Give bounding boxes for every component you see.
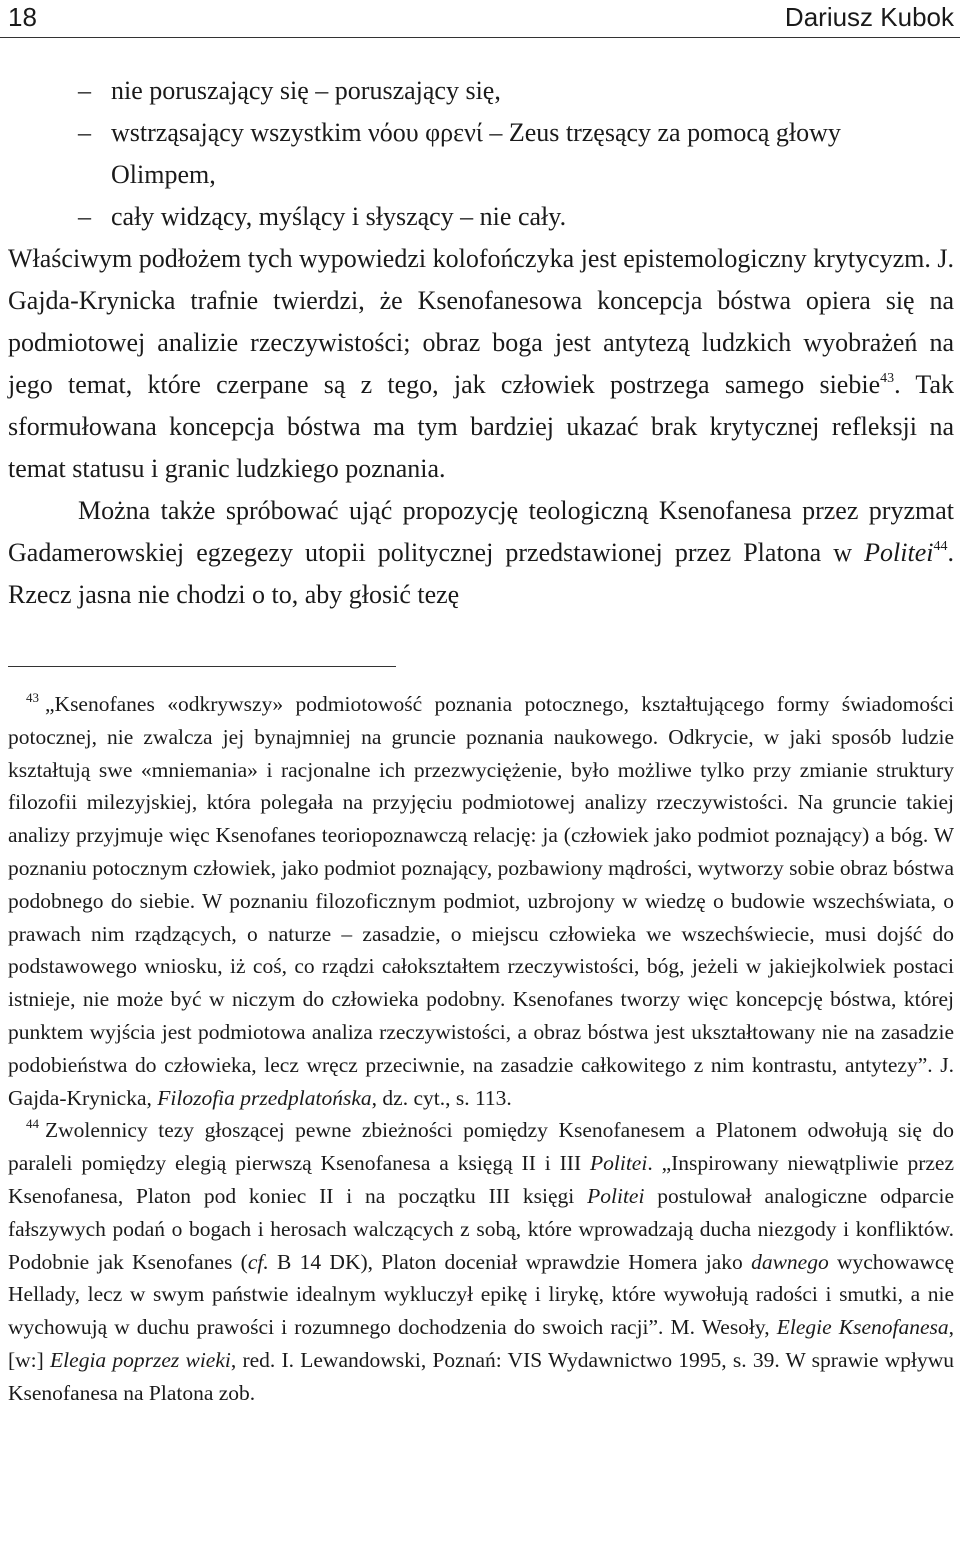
footnote-text: Zwolennicy tezy głoszącej pewne zbieżności pomiędzy Ksenofanesem a Platonem odwołują się do paraleli pomiędzy elegią pierwszą Ksenofanesa a księgą II i III <box>8 1118 954 1176</box>
footnote-number: 43 <box>26 690 39 705</box>
footnote-text: , [w:] <box>8 1315 954 1372</box>
footnote-ref-44[interactable]: 44 <box>933 539 948 554</box>
italic-title: Filozofia przedplatońska <box>157 1085 372 1110</box>
list-dash: – <box>78 118 91 147</box>
paragraph-gadamer <box>8 490 954 616</box>
list-item-text: cały widzący, myślący i słyszący – nie cały. <box>111 202 567 231</box>
main-text <box>8 70 954 616</box>
header-rule <box>0 37 960 38</box>
paragraph-text: . Rzecz jasna nie chodzi o to, aby głosić tezę <box>8 538 954 609</box>
footnote-text: B 14 DK), Platon doceniał wprawdzie Homera jako <box>268 1249 752 1274</box>
italic-title: Elegie Ksenofanesa <box>776 1315 949 1340</box>
italic-title: Politei <box>864 538 934 567</box>
list-item <box>8 112 954 154</box>
footnote-number: 44 <box>26 1116 39 1132</box>
paragraph-text: Można także spróbować ująć propozycję teologiczną Ksenofanesa przez pryzmat Gadamerowskiej egzegezy utopii politycznej przedstawionej przez Platona w <box>8 496 954 567</box>
list-dash: – <box>78 76 91 105</box>
page-number: 18 <box>8 2 37 32</box>
italic-title: Politei <box>587 1183 645 1208</box>
footnote-text: „Ksenofanes «odkrywszy» podmiotowość poznania potocznego, kształtującego formy świadomości potocznej, nie zwalcza jej bynajmniej na gruncie poznania naukowego. Odkrycie, w jaki sposób ludzie kształtują swe «mniemania» i racjonalne ich przezwyciężenie, było możliwe tylko przy zmianie struktury filozofii milezyjskiej, która polegała na przyjęciu podmiotowej analizy rzeczywistości. Na gruncie takiej analizy przyjmuje więc Ksenofanes teoriopoznawczą relację: ja (człowiek jako podmiot poznający) a bóg. W poznaniu potocznym człowiek, jako podmiot poznający, pozbawiony mądrości, wytworzy sobie obraz bóstwa podobnego do siebie. W poznaniu filozoficznym podmiot, uzbrojony w wiedzę o budowie wszechświata, o prawach nim rządzących, o naturze – zasadzie, o miejscu człowieka we wszechświecie, musi dojść do podstawowego wniosku, iż coś, co rządzi całokształtem rzeczywistości, bóg, jeżeli w jakiejkolwiek postaci istnieje, nie może być w niczym do człowieka podobny. Ksenofanes tworzy więc koncepcję bóstwa, której punktem wyjścia jest podmiotowa analiza rzeczywistości, a obraz bóstwa jest ukształtowany nie na zasadzie podobieństwa do człowieka, lecz wręcz przeciwnie, na zasadzie całkowitego z nim kontrastu, antytezy”. J. Gajda-Krynicka, <box>8 692 954 1110</box>
footnote-ref-43[interactable]: 43 <box>880 371 895 386</box>
paragraph-text: Właściwym podłożem tych wypowiedzi kolofończyka jest epistemologiczny krytycyzm. J. Gajda-Krynicka trafnie twierdzi, że Ksenofanesowa koncepcja bóstwa opiera się na podmiotowej analizie rzeczywistości; obraz boga jest antytezą ludzkich wyobrażeń na jego temat, które czerpane są z tego, jak człowiek postrzega samego siebie <box>8 244 954 399</box>
list-item <box>8 196 954 238</box>
list-item-continuation: Olimpem, <box>111 160 216 189</box>
list-dash: – <box>78 202 91 231</box>
footnote-text: , dz. cyt., s. 113. <box>371 1085 512 1110</box>
italic-abbrev: cf. <box>247 1249 269 1274</box>
paragraph-text: . Tak sformułowana koncepcja bóstwa ma tym bardziej ukazać brak krytycznej refleksji na temat statusu i granic ludzkiego poznania. <box>8 370 954 483</box>
paragraph-epistemology <box>8 238 954 490</box>
list-item-text: wstrząsający wszystkim νόου φρενί – Zeus trzęsący za pomocą głowy <box>111 118 841 147</box>
running-header <box>0 0 960 36</box>
italic-word: dawnego <box>751 1249 829 1274</box>
footnote-text: , red. I. Lewandowski, Poznań: VIS Wydawnictwo 1995, s. 39. W sprawie wpływu Ksenofanesa na Platona zob. <box>8 1347 955 1405</box>
list-item <box>8 70 954 112</box>
footnote-text: postulował analogiczne odparcie fałszywych podań o bogach i herosach walczących z sobą, które wprowadzają ducha niezgody i konfliktów. Podobnie jak Ksenofanes ( <box>8 1183 954 1274</box>
footnote-43 <box>8 688 954 1114</box>
list-item-text: nie poruszający się – poruszający się, <box>111 76 501 105</box>
italic-title: Politei <box>590 1151 648 1176</box>
footnotes <box>8 688 954 1410</box>
footnote-text: wychowawcę Hellady, lecz w swym państwie idealnym wykluczył epikę i lirykę, które wywołują radości i smutki, a nie wychowują w duchu prawości i rozumnego dochodzenia do swoich racji”. M. Wesoły, <box>8 1249 954 1340</box>
italic-title: Elegia poprzez wieki <box>50 1347 231 1372</box>
footnote-text: . „Inspirowany niewątpliwie przez Ksenofanesa, Platon pod koniec II i na początku III księgi <box>8 1151 954 1208</box>
footnote-44 <box>8 1114 954 1409</box>
footnote-separator <box>8 666 396 667</box>
running-head-author: Dariusz Kubok <box>784 2 954 32</box>
